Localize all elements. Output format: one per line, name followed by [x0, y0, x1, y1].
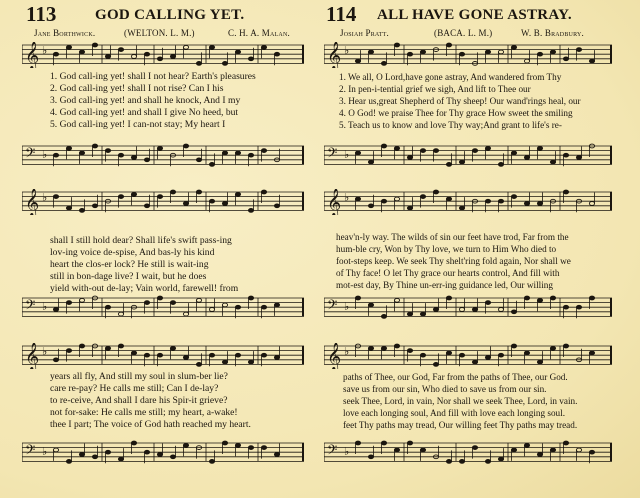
verse-line: foot-steps keep. We seek Thy shelt'ring fold again, Nor shall we — [336, 256, 571, 266]
note-head — [144, 353, 149, 357]
note-head — [248, 209, 253, 213]
note-head — [381, 346, 386, 350]
hymn-114-title: ALL HAVE GONE ASTRAY. — [377, 7, 572, 23]
note-head — [407, 156, 412, 160]
note-head — [446, 351, 451, 355]
note-head — [485, 356, 490, 360]
note-head — [511, 151, 516, 155]
note-head — [524, 443, 529, 447]
note-head — [420, 353, 425, 357]
note-head — [131, 156, 136, 160]
note-head — [144, 204, 149, 208]
note-head — [79, 209, 84, 213]
note-head — [355, 441, 360, 445]
note-head — [183, 443, 188, 447]
hymn-114-verses-1 — [339, 71, 581, 131]
treble-staff — [324, 343, 612, 369]
hymn-114-author: Josiah Pratt. — [340, 28, 389, 38]
note-head — [433, 308, 438, 312]
flat-icon: ♭ — [42, 345, 48, 358]
note-head — [407, 312, 412, 316]
flat-icon: ♭ — [344, 445, 350, 458]
hymn-113-composer: C. H. A. Malan. — [228, 28, 290, 38]
verse-line: 2. God call-ing yet! shall I not rise? Can I his — [50, 83, 224, 94]
note-head — [472, 308, 477, 312]
note-head — [498, 199, 503, 203]
note-head — [53, 195, 58, 199]
note-head — [394, 298, 399, 302]
verse-line: heav'n-ly way. The wilds of sin our feet have trod, Far from the — [336, 232, 569, 242]
note-head — [157, 353, 162, 357]
note-head — [144, 52, 149, 56]
note-head — [170, 455, 175, 459]
note-head — [420, 149, 425, 153]
note-head — [498, 353, 503, 357]
note-head — [420, 50, 425, 54]
hymn-114-composer: W. B. Bradbury. — [521, 28, 584, 38]
note-head — [196, 190, 201, 194]
note-head — [118, 344, 123, 348]
note-head — [261, 353, 266, 357]
treble-staff — [22, 42, 304, 68]
note-head — [563, 190, 568, 194]
flat-icon: ♭ — [344, 191, 350, 204]
verse-line: love each longing soul, And fill with love each longing soul. — [343, 408, 565, 418]
note-head — [274, 52, 279, 56]
hymn-114-number: 114 — [326, 2, 357, 26]
treble-clef-icon: 𝄞 — [327, 189, 342, 215]
note-head — [498, 308, 503, 312]
note-head — [368, 204, 373, 208]
note-head — [235, 50, 240, 54]
hymn-113-verses-2 — [50, 235, 238, 295]
note-head — [183, 45, 188, 49]
note-head — [261, 45, 266, 49]
note-head — [105, 55, 110, 59]
note-head — [576, 448, 581, 452]
note-head — [131, 55, 136, 59]
note-head — [446, 460, 451, 464]
note-head — [92, 43, 97, 47]
note-head — [170, 346, 175, 350]
note-head — [235, 443, 240, 447]
note-head — [433, 363, 438, 367]
bass-staff — [22, 143, 304, 169]
note-head — [66, 349, 71, 353]
verse-line: 3. Hear us,great Shepherd of Thy sheep! Our wand'rings heal, our — [339, 96, 581, 106]
note-head — [170, 190, 175, 194]
note-head — [144, 158, 149, 162]
note-head — [92, 204, 97, 208]
note-head — [394, 344, 399, 348]
note-head — [459, 52, 464, 56]
note-head — [524, 202, 529, 206]
treble-staff — [324, 189, 612, 215]
note-head — [563, 57, 568, 61]
hymn-113-verses-1 — [50, 71, 256, 131]
note-head — [381, 199, 386, 203]
note-head — [472, 360, 477, 364]
hymn-114-verses-3 — [343, 371, 577, 431]
note-head — [235, 192, 240, 196]
note-head — [407, 206, 412, 210]
verse-line: seek Thee, Lord, in vain, Nor shall we seek Thee, Lord, in vain. — [343, 396, 578, 406]
note-head — [157, 146, 162, 150]
bass-staff — [324, 440, 612, 466]
note-head — [222, 151, 227, 155]
note-head — [511, 195, 516, 199]
verse-line: 3. God call-ing yet! and shall he knock, And I my — [50, 95, 241, 106]
bass-staff — [22, 440, 304, 466]
note-head — [53, 308, 58, 312]
bass-clef-icon: 𝄢 — [25, 442, 36, 461]
note-head — [261, 149, 266, 153]
verse-line: 5. God call-ing yet! I can-not stay; My heart I — [50, 119, 226, 130]
note-head — [183, 312, 188, 316]
flat-icon: ♭ — [344, 148, 350, 161]
note-head — [183, 356, 188, 360]
verse-line: 1. God call-ing yet! shall I not hear? Earth's pleasures — [50, 71, 256, 82]
flat-icon: ♭ — [42, 44, 48, 57]
note-head — [144, 450, 149, 454]
verse-line: lov-ing voice de-spise, And bas-ly his kind — [50, 247, 215, 258]
note-head — [381, 62, 386, 66]
note-head — [381, 315, 386, 319]
note-head — [498, 50, 503, 54]
note-head — [222, 441, 227, 445]
verse-line: shall I still hold dear? Shall life's swift pass-ing — [50, 235, 232, 246]
note-head — [498, 163, 503, 167]
verse-line: yield with-out de-lay; Vain world, farewell! from — [50, 283, 239, 294]
hymn-114-tune: (BACA. L. M.) — [434, 28, 493, 38]
note-head — [157, 195, 162, 199]
note-head — [79, 50, 84, 54]
note-head — [381, 441, 386, 445]
verse-line: mot-est day, By Thine un-err-ing guidance led, Our willing — [336, 280, 553, 290]
note-head — [524, 59, 529, 63]
note-head — [196, 363, 201, 367]
note-head — [79, 453, 84, 457]
note-head — [170, 301, 175, 305]
note-head — [157, 296, 162, 300]
flat-icon: ♭ — [42, 445, 48, 458]
note-head — [381, 144, 386, 148]
note-head — [537, 202, 542, 206]
note-head — [368, 50, 373, 54]
note-head — [274, 303, 279, 307]
verse-line: still in bon-dage live? I wait, but he does — [50, 271, 207, 282]
note-head — [511, 448, 516, 452]
note-head — [118, 153, 123, 157]
note-head — [576, 48, 581, 52]
note-head — [209, 199, 214, 203]
note-head — [550, 160, 555, 164]
note-head — [79, 151, 84, 155]
treble-staff — [324, 42, 612, 68]
note-head — [131, 192, 136, 196]
treble-clef-icon: 𝄞 — [25, 189, 40, 215]
note-head — [368, 346, 373, 350]
flat-icon: ♭ — [42, 300, 48, 313]
note-head — [446, 296, 451, 300]
note-head — [563, 344, 568, 348]
bass-staff — [22, 295, 304, 321]
note-head — [446, 197, 451, 201]
treble-clef-icon: 𝄞 — [327, 42, 342, 68]
note-head — [355, 59, 360, 63]
note-head — [537, 453, 542, 457]
treble-clef-icon: 𝄞 — [327, 343, 342, 369]
note-head — [235, 305, 240, 309]
note-head — [222, 360, 227, 364]
note-head — [118, 312, 123, 316]
note-head — [261, 446, 266, 450]
note-head — [170, 55, 175, 59]
note-head — [105, 450, 110, 454]
note-head — [459, 160, 464, 164]
note-head — [235, 151, 240, 155]
note-head — [511, 310, 516, 314]
note-head — [589, 351, 594, 355]
note-head — [222, 303, 227, 307]
note-head — [53, 52, 58, 56]
verse-line: paths of Thee, our God, Far from the paths of Thee, our God. — [343, 372, 568, 382]
verse-line: of Thy face! O let Thy grace our hearts control, And fill with — [336, 268, 560, 278]
note-head — [511, 344, 516, 348]
note-head — [550, 50, 555, 54]
note-head — [446, 43, 451, 47]
note-head — [459, 206, 464, 210]
note-head — [209, 353, 214, 357]
note-head — [420, 448, 425, 452]
note-head — [66, 460, 71, 464]
note-head — [550, 296, 555, 300]
note-head — [537, 52, 542, 56]
note-head — [446, 163, 451, 167]
note-head — [196, 158, 201, 162]
flat-icon: ♭ — [344, 300, 350, 313]
note-head — [105, 305, 110, 309]
note-head — [459, 308, 464, 312]
note-head — [209, 163, 214, 167]
verse-line: not for-sake: He calls me still; my heart, a-wake! — [50, 407, 238, 418]
note-head — [524, 156, 529, 160]
note-head — [394, 448, 399, 452]
note-head — [485, 146, 490, 150]
note-head — [485, 301, 490, 305]
note-head — [394, 197, 399, 201]
note-head — [420, 312, 425, 316]
note-head — [472, 149, 477, 153]
bass-clef-icon: 𝄢 — [25, 297, 36, 316]
note-head — [368, 455, 373, 459]
note-head — [550, 448, 555, 452]
note-head — [459, 353, 464, 357]
note-head — [131, 441, 136, 445]
note-head — [105, 149, 110, 153]
note-head — [66, 146, 71, 150]
note-head — [368, 160, 373, 164]
verse-line: 4. O God! we praise Thee for Thy grace How sweet the smiling — [339, 108, 573, 118]
note-head — [92, 144, 97, 148]
note-head — [459, 460, 464, 464]
bass-staff — [324, 143, 612, 169]
note-head — [118, 195, 123, 199]
bass-clef-icon: 𝄢 — [327, 442, 338, 461]
note-head — [537, 298, 542, 302]
hymn-113-author: Jane Borthwick. — [34, 28, 96, 38]
verse-line: care re-pay? He calls me still; Can I de-lay? — [50, 383, 219, 394]
flat-icon: ♭ — [42, 191, 48, 204]
note-head — [209, 308, 214, 312]
note-head — [394, 43, 399, 47]
note-head — [261, 190, 266, 194]
note-head — [248, 296, 253, 300]
treble-clef-icon: 𝄞 — [25, 42, 40, 68]
note-head — [485, 199, 490, 203]
note-head — [420, 195, 425, 199]
note-head — [196, 298, 201, 302]
note-head — [355, 296, 360, 300]
verse-line: thee I part; The voice of God hath reached my heart. — [50, 419, 251, 430]
note-head — [222, 202, 227, 206]
note-head — [472, 446, 477, 450]
note-head — [563, 153, 568, 157]
note-head — [209, 45, 214, 49]
flat-icon: ♭ — [344, 345, 350, 358]
note-head — [407, 52, 412, 56]
note-head — [550, 346, 555, 350]
note-head — [222, 62, 227, 66]
note-head — [66, 206, 71, 210]
bass-clef-icon: 𝄢 — [327, 145, 338, 164]
note-head — [79, 298, 84, 302]
flat-icon: ♭ — [344, 44, 350, 57]
hymn-113-verses-3 — [50, 371, 251, 431]
note-head — [79, 344, 84, 348]
note-head — [131, 351, 136, 355]
note-head — [53, 358, 58, 362]
note-head — [209, 460, 214, 464]
note-head — [196, 62, 201, 66]
note-head — [563, 305, 568, 309]
note-head — [157, 57, 162, 61]
note-head — [248, 57, 253, 61]
note-head — [53, 153, 58, 157]
note-head — [576, 305, 581, 309]
note-head — [66, 301, 71, 305]
note-head — [118, 457, 123, 461]
note-head — [368, 303, 373, 307]
verse-line: 5. Teach us to know and love Thy way;And grant to life's re- — [339, 120, 562, 130]
note-head — [248, 446, 253, 450]
note-head — [524, 296, 529, 300]
note-head — [118, 48, 123, 52]
verse-line: feet Thy paths may tread, Our willing feet Thy paths may tread. — [343, 420, 578, 430]
bass-staff — [324, 295, 612, 321]
hymn-113-number: 113 — [26, 2, 57, 26]
hymn-113-tune: (WELTON. L. M.) — [124, 28, 195, 38]
note-head — [183, 202, 188, 206]
note-head — [589, 59, 594, 63]
note-head — [144, 301, 149, 305]
verse-line: 1. We all, O Lord,have gone astray, And wandered from Thy — [339, 72, 562, 82]
note-head — [66, 45, 71, 49]
note-head — [53, 448, 58, 452]
verse-line: heart the clos-er lock? He still is wait-ing — [50, 259, 209, 270]
note-head — [157, 453, 162, 457]
verse-line: 2. In pen-i-tential grief we sigh, And lift to Thee our — [339, 84, 531, 94]
note-head — [433, 149, 438, 153]
note-head — [235, 353, 240, 357]
note-head — [485, 460, 490, 464]
note-head — [589, 450, 594, 454]
verse-line: years all fly, And still my soul in slum-ber lie? — [50, 371, 228, 382]
note-head — [407, 349, 412, 353]
note-head — [563, 441, 568, 445]
note-head — [105, 346, 110, 350]
verse-line: to re-ceive, And shall I dare his Spir-it grieve? — [50, 395, 228, 406]
note-head — [524, 351, 529, 355]
treble-clef-icon: 𝄞 — [25, 343, 40, 369]
hymn-113-title: GOD CALLING YET. — [95, 7, 245, 23]
note-head — [355, 197, 360, 201]
flat-icon: ♭ — [42, 148, 48, 161]
treble-staff — [22, 343, 304, 369]
note-head — [537, 146, 542, 150]
bass-clef-icon: 𝄢 — [25, 145, 36, 164]
note-head — [407, 441, 412, 445]
note-head — [261, 305, 266, 309]
note-head — [248, 360, 253, 364]
treble-staff — [22, 189, 304, 215]
verse-line: save us from our sin, Who died to save us from our sin. — [343, 384, 547, 394]
note-head — [511, 45, 516, 49]
bass-clef-icon: 𝄢 — [327, 297, 338, 316]
note-head — [248, 153, 253, 157]
note-head — [433, 190, 438, 194]
note-head — [274, 356, 279, 360]
note-head — [274, 453, 279, 457]
note-head — [92, 455, 97, 459]
verse-line: 4. God call-ing yet! and shall I give No heed, but — [50, 107, 239, 118]
verse-line: hum-ble cry, Won by Thy love, we turn to Him Who died to — [336, 244, 557, 254]
note-head — [589, 202, 594, 206]
note-head — [183, 144, 188, 148]
note-head — [498, 457, 503, 461]
note-head — [537, 360, 542, 364]
note-head — [485, 50, 490, 54]
note-head — [274, 204, 279, 208]
note-head — [355, 151, 360, 155]
note-head — [589, 296, 594, 300]
hymn-114-verses-2 — [336, 231, 571, 291]
note-head — [394, 146, 399, 150]
note-head — [576, 156, 581, 160]
